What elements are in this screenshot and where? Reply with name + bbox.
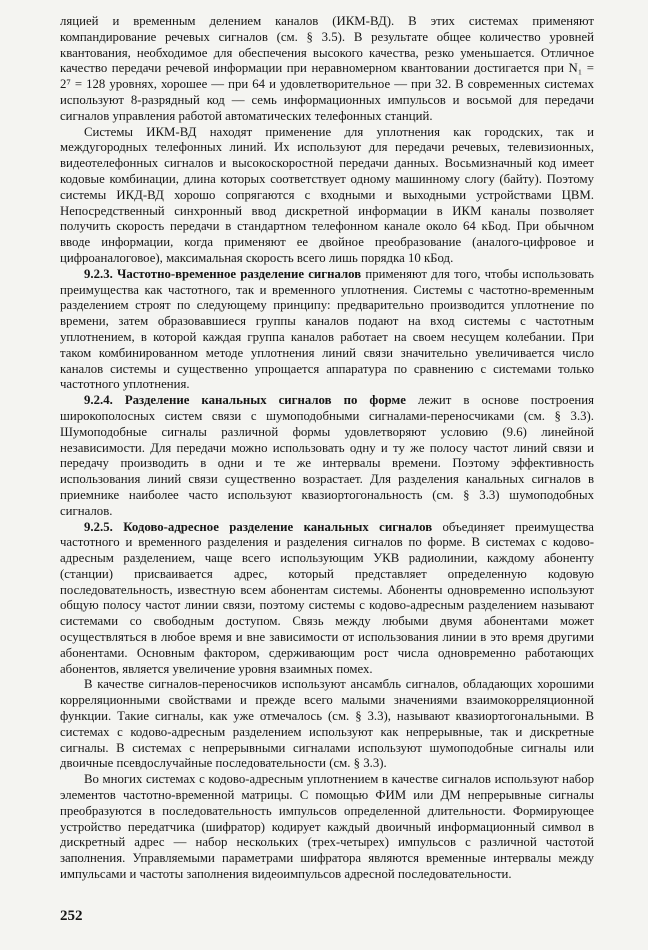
paragraph-text: ляцией и временным делением каналов (ИКМ-ВД). В этих системах применяют компандирование речевых сигналов (см. § 3.5). В результате общее количество уровней квантования, необходимое для обеспечения высокого качества, резко уменьшается. Отличное качество передачи речевой информации при неравномерном квантовании достигается при N₁ = 2⁷ = 128 уровнях, хорошее — при 64 и удовлетворительное — при 32. В современных системах используют 8-разрядный код — семь информационных импульсов и восьмой для передачи сигналов управления работой автоматических телефонных станций. (60, 14, 594, 123)
paragraph-text: Во многих системах с кодово-адресным уплотнением в качестве сигналов используют набор элементов частотно-временной матрицы. С помощью ФИМ или ДМ непрерывные сигналы преобразуются в последовательность импульсов определенной длительности. Формирующее устройство передатчика (шифратор) кодирует каждый двоичный информационный символ в дискретный адрес — набор нескольких (трех-четырех) импульсов с различной частотой заполнения. Управляемыми параметрами шифратора являются временные интервалы между импульсами и частоты заполнения видеоимпульсов адресной последовательности. (60, 772, 594, 882)
paragraph-ikm-continuation (60, 14, 594, 125)
text-column (60, 14, 594, 883)
paragraph-text: В качестве сигналов-переносчиков используют ансамбль сигналов, обладающих хорошими корреляционными свойствами и прежде всего малыми значениями взаимокорреляционной функции. Такие сигналы, как уже отмечалось (см. § 3.3), называют квазиортогональными. В системах с кодово-адресным разделением используют как непрерывные, так и дискретные сигналы. В системах с непрерывными сигналами используют шумоподобные сигналы или двоичные псевдослучайные последовательности (см. § 3.3). (60, 677, 594, 771)
paragraph-text: Системы ИКМ-ВД находят применение для уплотнения как городских, так и междугородных телефонных линий. Их используют для передачи речевых, телевизионных, видеотелефонных сигналов и высокоскоростной передачи данных. Восьмизначный код имеет кодовые комбинации, длина которых соответствует одному машинному слогу (байту). Поэтому системы ИКД-ВД хорошо сопрягаются с входными и выходными устройствами ЦВМ. Непосредственный синхронный ввод дискретной информации в ИКМ каналы позволяет получить скорость передачи в стандартном телефонном канале около 64 кБод. При обычном вводе информации, когда применяют ее двойное преобразование (аналого-цифровое и цифроаналоговое), максимальная скорость всего лишь порядка 10 кБод. (60, 124, 594, 265)
paragraph-text: лежит в основе построения широкополосных систем связи с шумоподобными сигналами-переносчиками (см. § 3.3). Шумоподобные сигналы различной формы удовлетворяют условию (9.6) линейной независимости. Для передачи можно использовать одну и ту же полосу частот линий связи и передачу производить в одни и те же интервалы времени. Поэтому эффективность использования линий связи существенно возрастает. Для разделения канальных сигналов в приемнике наиболее часто используют квазиортогональность (см. § 3.3) шумоподобных сигналов. (60, 393, 594, 518)
section-heading: 9.2.3. Частотно-временное разделение сигналов (84, 266, 362, 281)
paragraph-text: применяют для того, чтобы использовать преимущества как частотного, так и временного уплотнения. Системы с частотно-временным разделением строят по следующему принципу: предварительно производится уплотнение по времени, затем образовавшиеся группы каналов подают на вход системы с частотным уплотнением, в которой каждая группа каналов работает на своем несущем колебании. При таком комбинированном методе уплотнения линий связи значительно увеличивается число каналов системы и существенно упрощается аппаратура по сравнению с системами только частотного уплотнения. (60, 266, 594, 392)
paragraph-carrier-signals (60, 677, 594, 772)
section-9-2-3 (60, 267, 594, 393)
section-9-2-5 (60, 520, 594, 678)
section-heading: 9.2.5. Кодово-адресное разделение канальных сигналов (84, 519, 433, 534)
page-number: 252 (60, 908, 83, 924)
paragraph-ikm-vd-systems (60, 125, 594, 267)
section-9-2-4 (60, 393, 594, 519)
paragraph-time-frequency-matrix (60, 772, 594, 883)
section-heading: 9.2.4. Разделение канальных сигналов по форме (84, 393, 406, 408)
paragraph-text: объединяет преимущества частотного и временного разделения и разделения сигналов по форме. В системах с кодово-адресным разделением, чаще всего использующим УКВ радиолинии, каждому абоненту (станции) присваивается адрес, который представляет определенную кодовую последовательность, известную всем абонентам системы. Абоненты одновременно используют общую полосу частот линии связи, поэтому системы с кодово-адресным разделением называют системами со свободным доступом. Связь между любыми двумя абонентами может осуществляться в любое время и вне зависимости от использования линии в это время другими абонентами. Основным фактором, сдерживающим рост числа одновременно работающих абонентов, является увеличение уровня взаимных помех. (60, 519, 594, 676)
